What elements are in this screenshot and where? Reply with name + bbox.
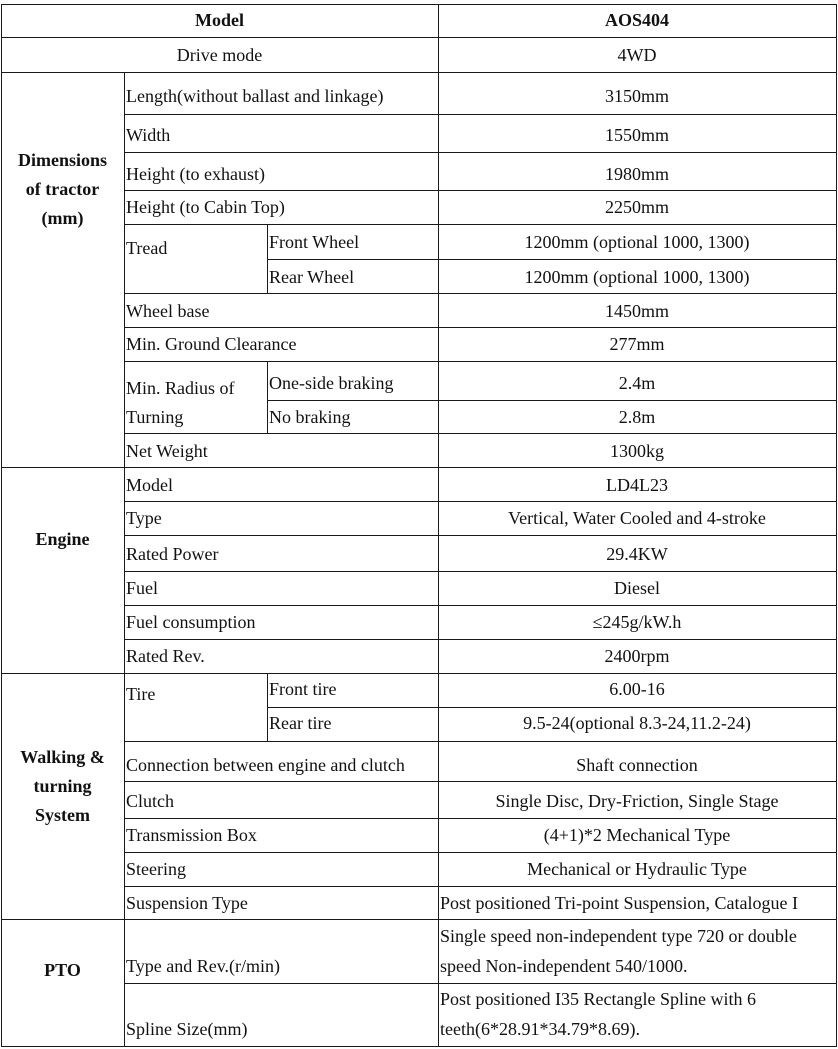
- spline-size-label: Spline Size(mm): [126, 1019, 248, 1039]
- row-line: [124, 605, 837, 606]
- row-line: [124, 639, 837, 640]
- row-line: [1, 37, 837, 38]
- transmission-label: Transmission Box: [126, 825, 257, 845]
- suspension-label: Suspension Type: [126, 893, 248, 913]
- fuel-consumption-label: Fuel consumption: [126, 612, 256, 632]
- group-engine: Engine: [35, 529, 90, 549]
- transmission-value: (4+1)*2 Mechanical Type: [543, 825, 731, 845]
- connection-label: Connection between engine and clutch: [126, 755, 405, 775]
- tread-rear-value: 1200mm (optional 1000, 1300): [524, 267, 750, 287]
- pto-type-rev-value-line1: Single speed non-independent type 720 or double: [440, 926, 797, 946]
- tread-front-label: Front Wheel: [269, 232, 360, 252]
- turning-sub-divider: [267, 361, 268, 433]
- group-dimensions-line3: (mm): [41, 208, 84, 228]
- engine-model-value: LD4L23: [606, 475, 668, 495]
- row-line: [124, 361, 837, 362]
- row-line: [124, 152, 837, 153]
- rated-power-label: Rated Power: [126, 544, 219, 564]
- row-line: [124, 327, 837, 328]
- height-cabin-value: 2250mm: [604, 197, 669, 217]
- engine-model-label: Model: [126, 475, 173, 495]
- engine-type-label: Type: [126, 508, 162, 528]
- one-side-braking-value: 2.4m: [618, 373, 656, 393]
- row-line: [124, 741, 837, 742]
- engine-type-value: Vertical, Water Cooled and 4-stroke: [508, 508, 766, 528]
- rated-rev-label: Rated Rev.: [126, 646, 205, 666]
- row-line: [1, 72, 837, 73]
- fuel-label: Fuel: [126, 578, 159, 598]
- tread-label: Tread: [126, 238, 168, 258]
- row-line: [267, 259, 837, 260]
- group-walking-line1: Walking &: [20, 747, 105, 767]
- row-line: [1, 1046, 837, 1047]
- ground-clearance-label: Min. Ground Clearance: [126, 334, 297, 354]
- pto-type-rev-label: Type and Rev.(r/min): [126, 956, 281, 976]
- tread-rear-label: Rear Wheel: [269, 267, 355, 287]
- row-line: [267, 707, 837, 708]
- row-line: [1, 4, 837, 5]
- clutch-value: Single Disc, Dry-Friction, Single Stage: [495, 791, 779, 811]
- row-line: [1, 919, 837, 920]
- row-line: [124, 114, 837, 115]
- row-line: [124, 433, 837, 434]
- row-line: [124, 781, 837, 782]
- clutch-label: Clutch: [126, 791, 174, 811]
- front-tire-value: 6.00-16: [609, 679, 665, 699]
- one-side-braking-label: One-side braking: [269, 373, 394, 393]
- no-braking-label: No braking: [269, 407, 351, 427]
- group-dimensions-line1: Dimensions: [17, 150, 107, 170]
- fuel-value: Diesel: [614, 578, 660, 598]
- suspension-value: Post positioned Tri-point Suspension, Catalogue I: [440, 893, 799, 913]
- group-walking-line3: System: [35, 805, 90, 825]
- row-line: [1, 673, 837, 674]
- width-label: Width: [126, 125, 171, 145]
- group-walking-line2: turning: [33, 776, 92, 796]
- net-weight-value: 1300kg: [610, 441, 664, 461]
- row-line: [124, 983, 837, 984]
- no-braking-value: 2.8m: [618, 407, 656, 427]
- front-tire-label: Front tire: [269, 679, 337, 699]
- spline-size-value-line2: teeth(6*28.91*34.79*8.69).: [440, 1019, 640, 1039]
- row-line: [124, 852, 837, 853]
- width-value: 1550mm: [604, 125, 669, 145]
- group-pto: PTO: [44, 960, 81, 980]
- connection-value: Shaft connection: [576, 755, 698, 775]
- spline-size-value-line1: Post positioned I35 Rectangle Spline with 6: [440, 989, 756, 1009]
- row-line: [124, 501, 837, 502]
- steering-value: Mechanical or Hydraulic Type: [527, 859, 747, 879]
- tread-front-value: 1200mm (optional 1000, 1300): [524, 232, 750, 252]
- fuel-consumption-value: ≤245g/kW.h: [592, 612, 682, 632]
- pto-type-rev-value-line2: speed Non-independent 540/1000.: [440, 956, 688, 976]
- height-exhaust-label: Height (to exhaust): [126, 164, 265, 184]
- rear-tire-label: Rear tire: [269, 713, 332, 733]
- length-value: 3150mm: [604, 86, 669, 106]
- row-line: [267, 400, 837, 401]
- row-line: [124, 293, 837, 294]
- rated-rev-value: 2400rpm: [604, 646, 670, 666]
- row-line: [1, 467, 837, 468]
- turning-label-line2: Turning: [126, 407, 184, 427]
- tire-label: Tire: [126, 684, 156, 704]
- steering-label: Steering: [126, 859, 186, 879]
- row-line: [124, 571, 837, 572]
- group-dimensions-line2: of tractor: [25, 179, 100, 199]
- header-model-label: Model: [195, 10, 244, 30]
- wheel-base-value: 1450mm: [604, 301, 669, 321]
- net-weight-label: Net Weight: [126, 441, 208, 461]
- length-label: Length(without ballast and linkage): [126, 86, 384, 106]
- turning-label-line1: Min. Radius of: [126, 378, 235, 398]
- height-exhaust-value: 1980mm: [604, 164, 669, 184]
- rear-tire-value: 9.5-24(optional 8.3-24,11.2-24): [523, 713, 751, 733]
- height-cabin-label: Height (to Cabin Top): [126, 197, 285, 217]
- drive-mode-label: Drive mode: [176, 45, 263, 65]
- row-line: [124, 190, 837, 191]
- row-line: [124, 886, 837, 887]
- wheel-base-label: Wheel base: [126, 301, 210, 321]
- row-line: [124, 818, 837, 819]
- ground-clearance-value: 277mm: [609, 334, 665, 354]
- group-column-divider: [124, 72, 125, 1047]
- table-border-right: [836, 4, 837, 1047]
- row-line: [124, 224, 837, 225]
- drive-mode-value: 4WD: [617, 45, 657, 65]
- header-model-value: AOS404: [604, 10, 669, 30]
- row-line: [124, 535, 837, 536]
- rated-power-value: 29.4KW: [606, 544, 668, 564]
